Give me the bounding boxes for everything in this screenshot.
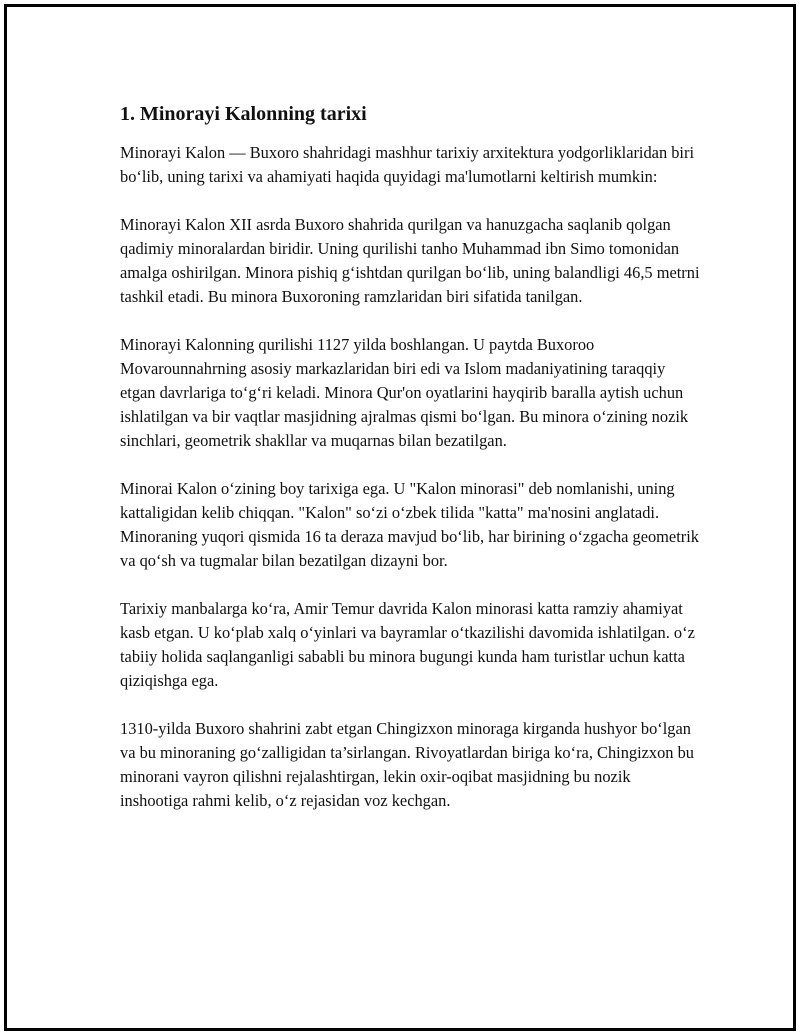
page-frame xyxy=(4,4,796,1031)
paragraph-name-origin: Minorai Kalon o‘zining boy tarixiga ega. U "Kalon minorasi" deb nomlanishi, uning kattaligidan kelib chiqqan. "Kalon" so‘zi o‘zbek tilida "katta" ma'nosini anglatadi. Minoraning yuqori qismida 16 ta deraza mavjud bo‘lib, har birining o‘zgacha geometrik va qo‘sh va tugmalar bilan bezatilgan dizayni bor. xyxy=(120,479,699,570)
paragraph-intro: Minorayi Kalon — Buxoro shahridagi mashhur tarixiy arxitektura yodgorliklaridan biri bo‘lib, uning tarixi va ahamiyati haqida quyidagi ma'lumotlarni keltirish mumkin: xyxy=(120,143,695,186)
document-body xyxy=(120,101,700,837)
paragraph-amir-temur: Tarixiy manbalarga ko‘ra, Amir Temur davrida Kalon minorasi katta ramziy ahamiyat kasb etgan. U ko‘plab xalq o‘yinlari va bayramlar o‘tkazilishi davomida ishlatilgan. o‘z tabiiy holida saqlanganligi sababli bu minora bugungi kunda ham turistlar uchun katta qiziqishga ega. xyxy=(120,599,695,690)
paragraph-history-1127: Minorayi Kalonning qurilishi 1127 yilda boshlangan. U paytda Buxoroo Movarounnahrning asosiy markazlaridan biri edi va Islom madaniyatining taraqqiy etgan davrlariga to‘g‘ri keladi. Minora Qur'on oyatlarini hayqirib baralla aytish uchun ishlatilgan va bir vaqtlar masjidning ajralmas qismi bo‘lgan. Bu minora o‘zining nozik sinchlari, geometrik shakllar va muqarnas bilan bezatilgan. xyxy=(120,335,689,450)
paragraph-construction: Minorayi Kalon XII asrda Buxoro shahrida qurilgan va hanuzgacha saqlanib qolgan qadimiy minoralardan biridir. Uning qurilishi tanho Muhammad ibn Simo tomonidan amalga oshirilgan. Minora pishiq g‘ishtdan qurilgan bo‘lib, uning balandligi 46,5 metrni tashkil etadi. Bu minora Buxoroning ramzlaridan biri sifatida tanilgan. xyxy=(120,215,700,306)
paragraph-chingizxon: 1310-yilda Buxoro shahrini zabt etgan Chingizxon minoraga kirganda hushyor bo‘lgan va bu minoraning go‘zalligidan ta’sirlangan. Rivoyatlardan biriga ko‘ra, Chingizxon bu minorani vayron qilishni rejalashtirgan, lekin oxir-oqibat masjidning bu nozik inshootiga rahmi kelib, o‘z rejasidan voz kechgan. xyxy=(120,719,694,810)
document-title: 1. Minorayi Kalonning tarixi xyxy=(120,103,367,125)
